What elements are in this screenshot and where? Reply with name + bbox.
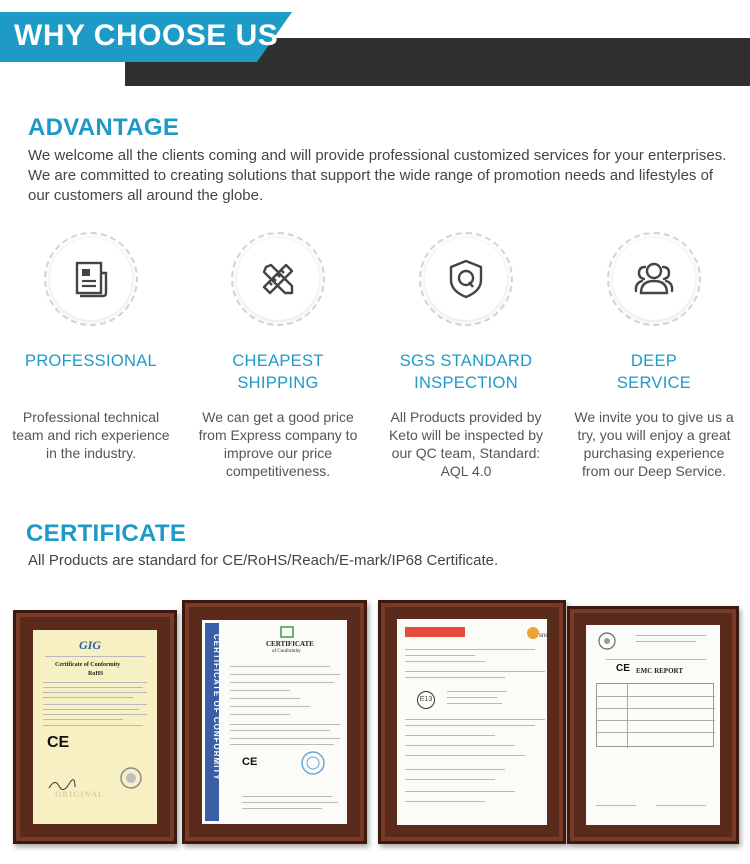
- advantage-title: [193, 350, 363, 394]
- cert-title: EMC REPORT: [636, 667, 684, 675]
- advantage-title: [569, 350, 739, 394]
- certificate-frame-rohs: [13, 610, 177, 844]
- banner-title: WHY CHOOSE US: [14, 19, 279, 52]
- advantage-intro: We welcome all the clients coming and will provide professional customized services for your enterprises. We are committed to creating solutions that support the wide range of promotion needs and lifestyles of our customers all around the globe.: [28, 147, 727, 204]
- report-table: [596, 683, 714, 747]
- cert-logo-bar: [405, 627, 465, 637]
- certificate-heading: CERTIFICATE: [26, 520, 187, 547]
- signature-icon: [47, 778, 77, 792]
- certificate-frame-conformity: [182, 600, 367, 844]
- certificate-intro: All Products are standard for CE/RoHS/Reach/E-mark/IP68 Certificate.: [28, 552, 499, 569]
- logo-icon: [280, 626, 294, 638]
- cert-side-text: CERTIFICATE OF CONFORMITY: [212, 634, 221, 781]
- advantage-item-service: [569, 232, 739, 480]
- advantage-title: [6, 350, 176, 394]
- advantage-title: [381, 350, 551, 394]
- cert-watermark: ORIGINAL: [55, 790, 105, 799]
- title-line: CHEAPEST: [232, 352, 324, 370]
- shield-q-icon: [446, 258, 486, 300]
- title-line: DEEP: [630, 352, 678, 370]
- title-line: PROFESSIONAL: [25, 352, 157, 370]
- title-line: SHIPPING: [237, 374, 319, 392]
- cert-subtitle: of Conformity: [272, 649, 301, 654]
- sncb-logo-text: sncb: [539, 633, 552, 639]
- certificate-frame-emc: [567, 606, 739, 844]
- ce-mark: CE: [616, 663, 630, 674]
- advantage-desc: We can get a good price from Express company to improve our price competitiveness.: [198, 409, 358, 479]
- title-line: SGS STANDARD: [399, 352, 533, 370]
- cert-title: CERTIFICATE: [266, 640, 314, 648]
- title-line: SERVICE: [616, 374, 692, 392]
- advantage-item-professional: [6, 232, 176, 462]
- certificate-paper: [586, 625, 720, 825]
- icon-circle: [419, 232, 513, 326]
- icon-circle: [44, 232, 138, 326]
- header-banner: [0, 0, 750, 86]
- certificate-frame-emark: [378, 600, 566, 844]
- icon-circle: [231, 232, 325, 326]
- cert-subtitle: RoHS: [88, 671, 104, 677]
- ce-mark: CE: [47, 734, 70, 751]
- certificate-paper: [202, 620, 347, 824]
- seal-icon: [596, 631, 618, 651]
- cert-title: Certificate of Conformity: [55, 662, 121, 668]
- users-icon: [632, 259, 676, 299]
- certificate-paper: [33, 630, 157, 824]
- advantage-heading: ADVANTAGE: [28, 114, 180, 141]
- advantage-desc: Professional technical team and rich experience in the industry.: [12, 409, 170, 461]
- seal-icon: [300, 750, 326, 776]
- advantage-desc: We invite you to give us a try, you will enjoy a great purchasing experience from our Deep Service.: [574, 409, 734, 479]
- ce-mark: CE: [242, 756, 258, 768]
- certificate-paper: [397, 619, 552, 825]
- advantage-desc: All Products provided by Keto will be inspected by our QC team, Standard: AQL 4.0: [388, 409, 544, 479]
- ruler-pencil-icon: [257, 258, 299, 300]
- emark-badge: E13: [417, 691, 435, 709]
- advantage-item-inspection: [381, 232, 551, 480]
- sncb-logo-icon: [525, 625, 552, 641]
- seal-icon: [119, 766, 143, 790]
- cert-brand: GIG: [79, 638, 102, 652]
- title-line: INSPECTION: [414, 374, 518, 392]
- document-icon: [71, 259, 111, 299]
- advantage-item-shipping: [193, 232, 363, 480]
- icon-circle: [607, 232, 701, 326]
